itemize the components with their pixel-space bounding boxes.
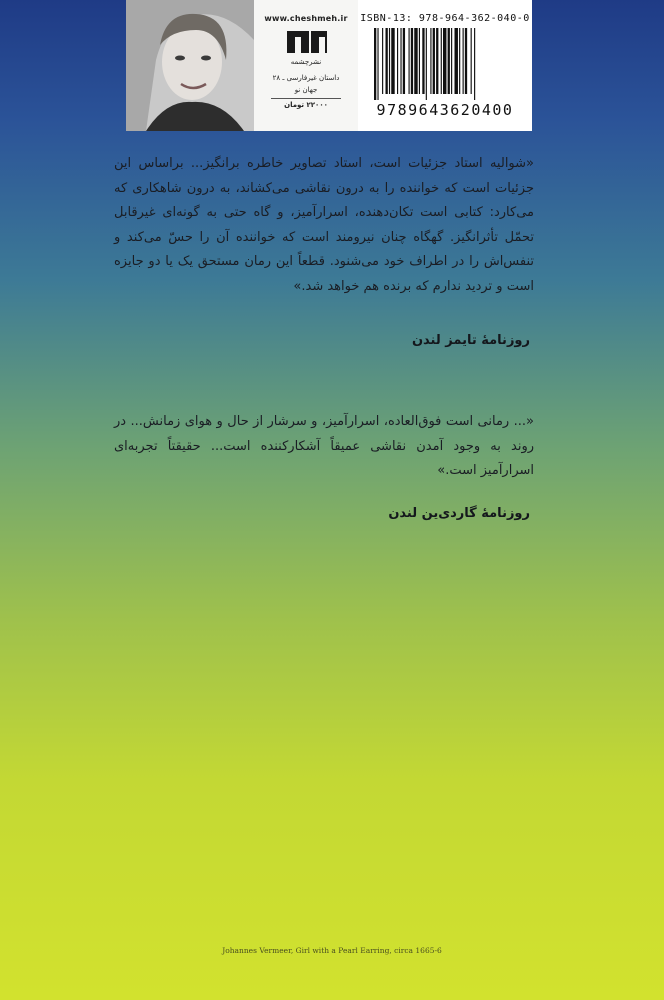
barcode-bar bbox=[374, 28, 376, 100]
barcode-bar bbox=[391, 28, 394, 94]
divider bbox=[271, 98, 341, 99]
barcode-bar bbox=[419, 28, 420, 94]
barcode-bar bbox=[400, 28, 401, 94]
barcode-bar bbox=[471, 28, 472, 94]
barcode-bar bbox=[403, 28, 405, 94]
barcode-bar bbox=[443, 28, 446, 94]
barcode-bar bbox=[448, 28, 450, 94]
barcode-bar bbox=[436, 28, 438, 94]
publisher-url[interactable]: www.cheshmeh.ir bbox=[264, 14, 348, 23]
review-quote-2: «... رمانی است فوق‌العاده، اسرارآمیز، و سرشار از حال و هوای زمانش... در روند به وجود آمدن نقاشی عمیقاً آشکارکننده است... حقیقتاً تجربه‌ای اسرارآمیز است.» bbox=[114, 414, 534, 478]
barcode-bar bbox=[409, 28, 410, 94]
barcode-bar bbox=[433, 28, 435, 94]
author-portrait-image bbox=[126, 0, 254, 131]
cover-art-credit: Johannes Vermeer, Girl with a Pearl Earring, circa 1665-6 bbox=[222, 946, 442, 955]
series-line-1: داستان غیرفارسی ـ ۲۸ bbox=[272, 74, 340, 82]
publisher-name: نشرچشمه bbox=[290, 58, 322, 66]
barcode-bar bbox=[386, 28, 388, 94]
price: ۲۲۰۰۰ تومان bbox=[284, 101, 328, 109]
barcode-bar bbox=[411, 28, 413, 94]
barcode-box bbox=[358, 0, 532, 131]
barcode-bar bbox=[463, 28, 464, 94]
publisher-logo-icon bbox=[283, 27, 329, 57]
barcode-bar bbox=[422, 28, 424, 94]
publisher-box bbox=[254, 0, 358, 131]
barcode-bar bbox=[397, 28, 398, 94]
barcode-bar bbox=[414, 28, 417, 94]
barcode-bar bbox=[430, 28, 431, 94]
barcode-bar bbox=[465, 28, 467, 94]
barcode-bar bbox=[459, 28, 460, 94]
barcode-bar bbox=[382, 28, 383, 94]
barcode-bar bbox=[377, 28, 378, 100]
review-source-2: روزنامهٔ گاردی‌ین لندن bbox=[388, 506, 530, 521]
series-line-2: جهان نو bbox=[294, 86, 318, 94]
barcode-bar bbox=[451, 28, 452, 94]
review-quote-1: «شوالیه استاد جزئیات است، استاد تصاویر خاطره برانگیز... براساس این جزئیات است که خواننده را به درون نقاشی می‌کشاند، به درون شاهکاری که می‌کارد: کتابی است تکان‌دهنده، اسرارآمیز، و گاه حتی به گونه‌ای غیرقابل تحمّل تأثرانگیز. گهگاه چنان نیرومند است که خواننده آن را حسّ می‌کند و تنفس‌اش را در اطراف خود می‌شنود. قطعاً این رمان مستحق یک یا دو جایزه است و تردید ندارم که برنده هم خواهد شد.» bbox=[114, 156, 534, 294]
isbn-label: ISBN-13: 978-964-362-040-0 bbox=[360, 13, 530, 24]
author-photo bbox=[126, 0, 254, 131]
series-info bbox=[254, 72, 358, 96]
barcode-bar bbox=[389, 28, 390, 94]
barcode-digits: 9789643620400 bbox=[376, 101, 514, 119]
review-source-1: روزنامهٔ تایمز لندن bbox=[411, 333, 530, 348]
barcode-image bbox=[370, 28, 520, 100]
barcode-bar bbox=[455, 28, 458, 94]
barcode-bar bbox=[426, 28, 427, 100]
barcode-bar bbox=[474, 28, 475, 100]
barcode-bar bbox=[441, 28, 442, 94]
